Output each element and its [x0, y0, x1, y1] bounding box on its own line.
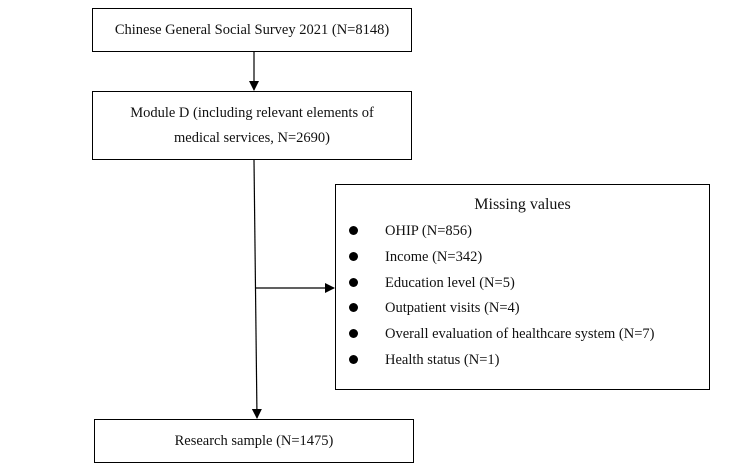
missing-value-label: Overall evaluation of healthcare system (N=7) — [385, 326, 655, 343]
bullet-icon — [349, 252, 358, 261]
missing-value-label: OHIP (N=856) — [385, 223, 472, 239]
module-d-box-label: Module D (including relevant elements of medical services, N=2690) — [130, 104, 374, 146]
bullet-icon — [349, 329, 358, 338]
missing-value-label: Education level (N=5) — [385, 274, 515, 291]
bullet-icon — [349, 278, 358, 287]
missing-values-title: Missing values — [474, 196, 571, 213]
survey-box — [92, 8, 412, 52]
bullet-icon — [349, 355, 358, 364]
missing-value-label: Outpatient visits (N=4) — [385, 300, 520, 317]
module-d-box — [92, 91, 412, 160]
bullet-icon — [349, 303, 358, 312]
research-sample-label: Research sample (N=1475) — [174, 432, 334, 449]
research-sample-box — [94, 419, 414, 463]
bullet-icon — [349, 226, 358, 235]
survey-box-label: Chinese General Social Survey 2021 (N=8148) — [114, 21, 390, 38]
missing-value-label: Income (N=342) — [385, 248, 483, 265]
missing-value-label: Health status (N=1) — [385, 351, 500, 368]
missing-values-box — [335, 184, 710, 390]
arrow-module-to-result — [254, 160, 257, 418]
